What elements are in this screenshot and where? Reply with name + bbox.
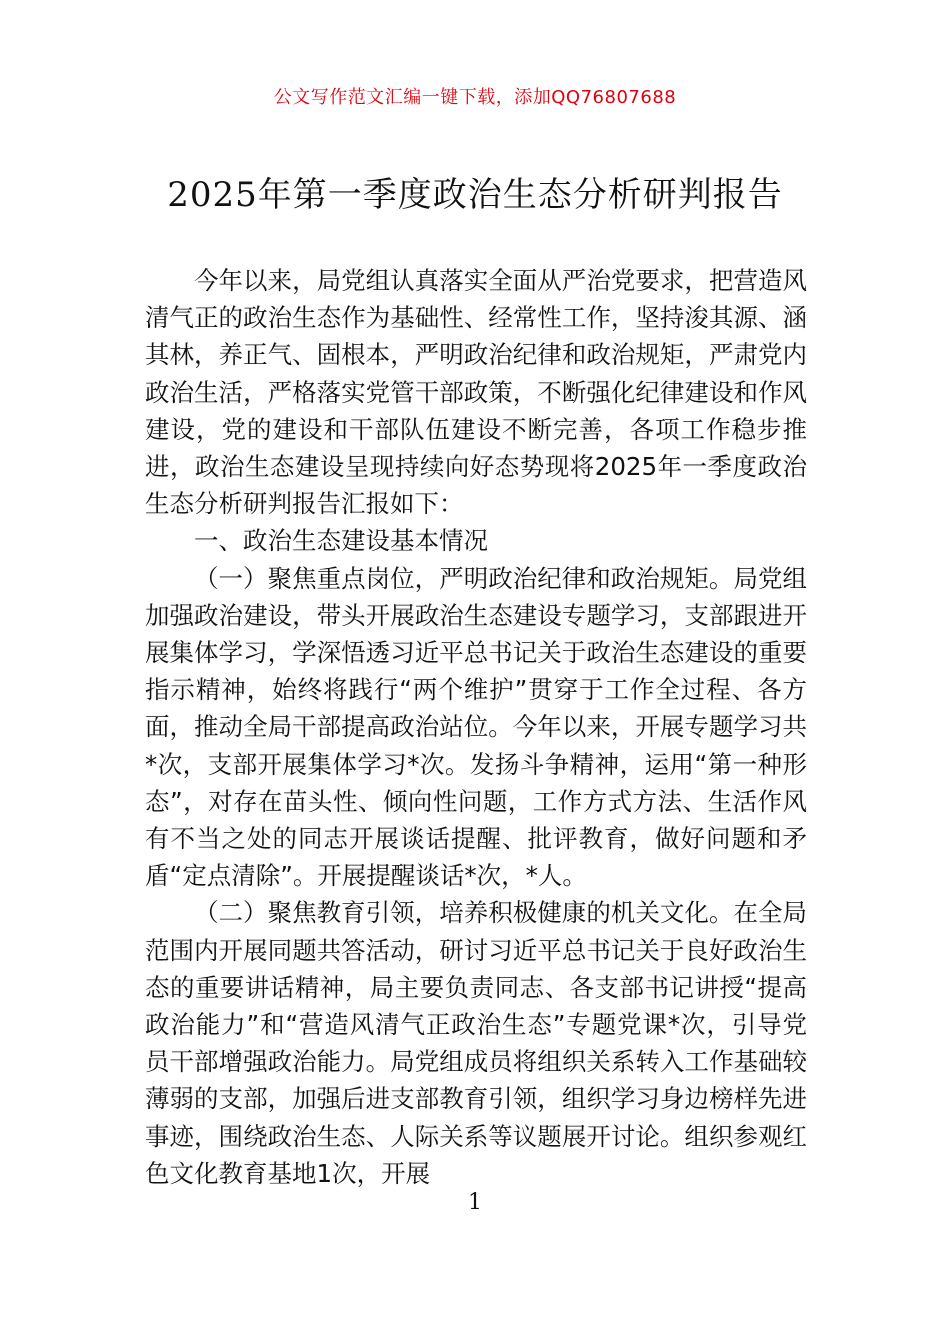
page-number: 1 [468, 1190, 482, 1215]
section-heading-1: 一、政治生态建设基本情况 [194, 526, 488, 556]
document-body [145, 262, 807, 1192]
download-notice: 公文写作范文汇编一键下载，添加QQ76807688 [273, 87, 677, 108]
paragraph-intro: 今年以来，局党组认真落实全面从严治党要求，把营造风清气正的政治生态作为基础性、经常性工作，坚持浚其源、涵其林，养正气、固根本，严明政治纪律和政治规矩，严肃党内政治生活，严格落实党管干部政策，不断强化纪律建设和作风建设，党的建设和干部队伍建设不断完善，各项工作稳步推进，政治生态建设呈现持续向好态势现将2025年一季度政治生态分析研判报告汇报如下： [145, 266, 807, 519]
paragraph-subsection-2: （二）聚焦教育引领，培养积极健康的机关文化。在全局范围内开展同题共答活动，研讨习近平总书记关于良好政治生态的重要讲话精神，局主要负责同志、各支部书记讲授“提高政治能力”和“营造风清气正政治生态”专题党课*次，引导党员干部增强政治能力。局党组成员将组织关系转入工作基础较薄弱的支部，加强后进支部教育引领，组织学习身边榜样先进事迹，围绕政治生态、人际关系等议题展开讨论。组织参观红色文化教育基地1次，开展 [145, 898, 807, 1188]
document-title: 2025年第一季度政治生态分析研判报告 [167, 175, 783, 215]
paragraph-subsection-1: （一）聚焦重点岗位，严明政治纪律和政治规矩。局党组加强政治建设，带头开展政治生态建设专题学习，支部跟进开展集体学习，学深悟透习近平总书记关于政治生态建设的重要指示精神，始终将践行“两个维护”贯穿于工作全过程、各方面，推动全局干部提高政治站位。今年以来，开展专题学习共*次，支部开展集体学习*次。发扬斗争精神，运用“第一种形态”，对存在苗头性、倾向性问题，工作方式方法、生活作风有不当之处的同志开展谈话提醒、批评教育，做好问题和矛盾“定点清除”。开展提醒谈话*次，*人。 [145, 563, 807, 891]
